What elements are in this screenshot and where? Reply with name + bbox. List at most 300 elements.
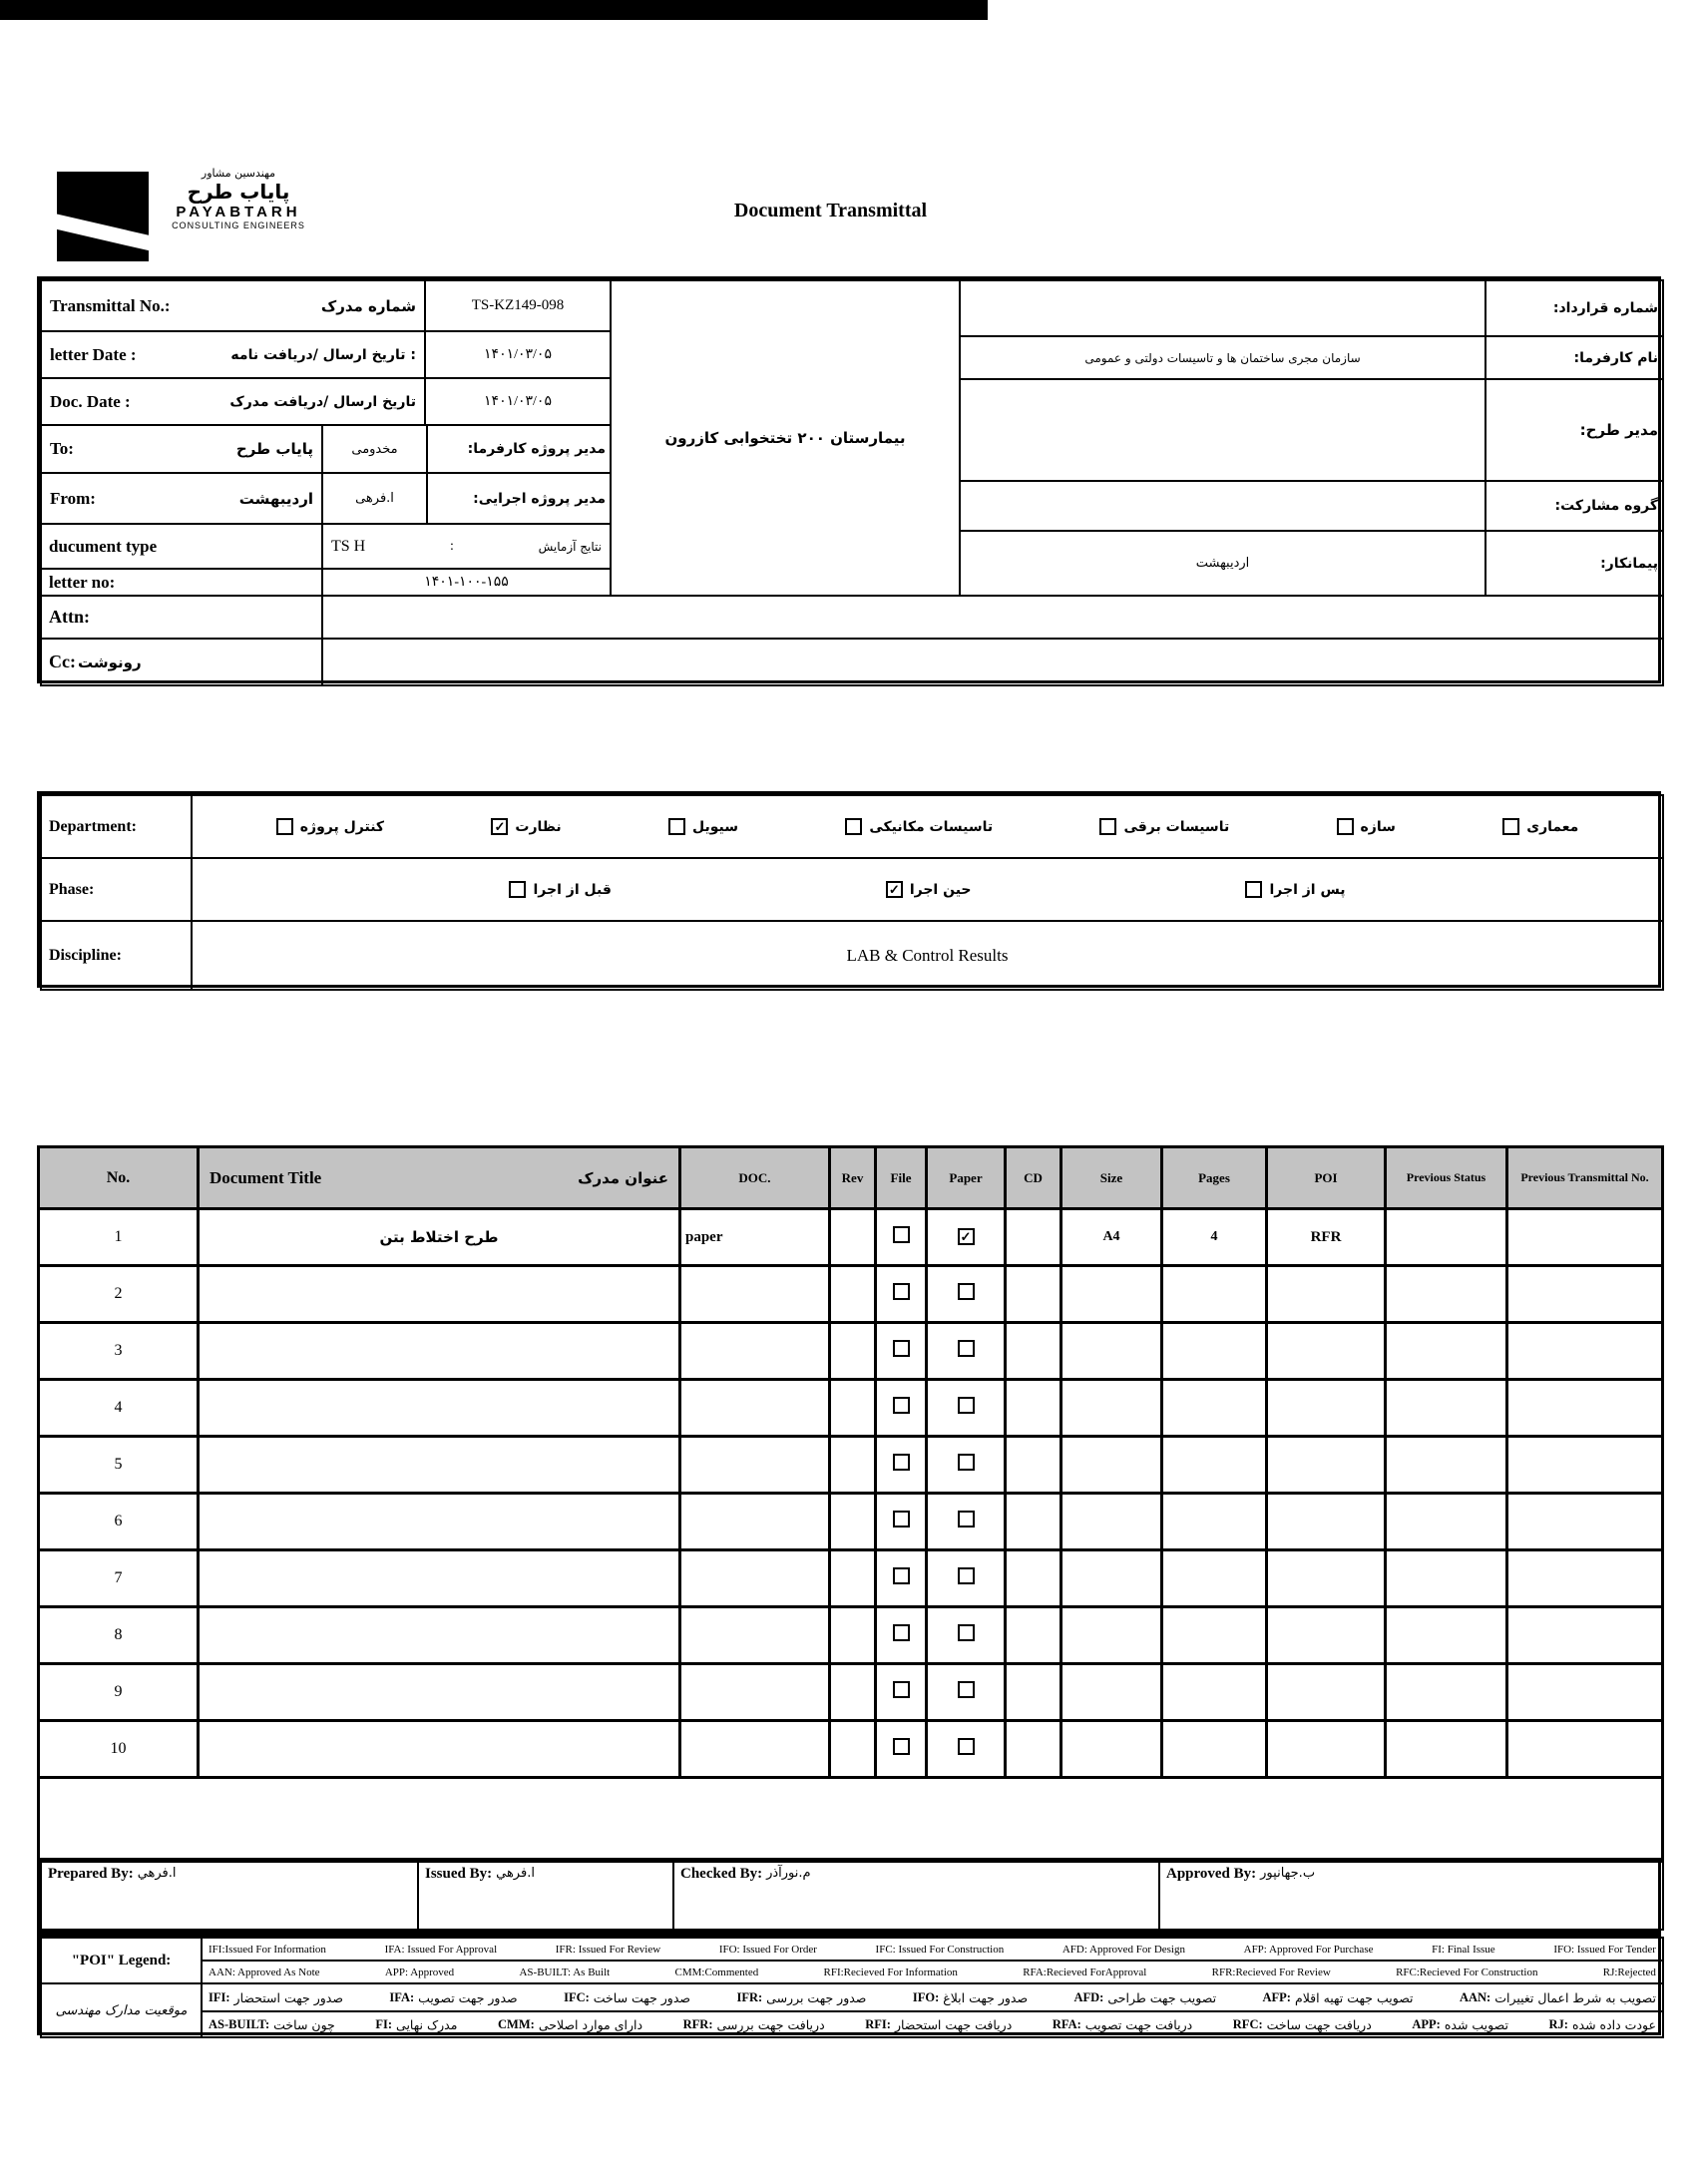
top-black-bar bbox=[0, 0, 988, 20]
transmittal-no-label-cell bbox=[40, 279, 426, 332]
doc-row-cd bbox=[1006, 1721, 1061, 1778]
legend-item-abbr: RFC: bbox=[1232, 2016, 1263, 2031]
poi-legend-en-line1 bbox=[201, 1937, 1664, 1962]
department-option bbox=[1099, 818, 1229, 835]
fa-legend-line1 bbox=[201, 1982, 1664, 2012]
contract-no-value bbox=[959, 279, 1486, 337]
doc-date-label-cell bbox=[40, 377, 426, 426]
doc-row-rev bbox=[830, 1494, 876, 1550]
doc-row-pages bbox=[1162, 1664, 1267, 1721]
doc-row-no: 6 bbox=[39, 1494, 199, 1550]
checked-by-cell bbox=[672, 1861, 1160, 1931]
department-checkbox[interactable] bbox=[276, 818, 293, 835]
doc-row-title bbox=[199, 1664, 680, 1721]
legend-item-abbr: RJ: bbox=[1548, 2016, 1568, 2031]
doc-row-doc: paper bbox=[680, 1209, 830, 1266]
logo-fa-tagline: مهندسین مشاور bbox=[201, 167, 276, 180]
doc-row-no: 5 bbox=[39, 1437, 199, 1494]
legend-item-text: صدور جهت استحضار bbox=[233, 1989, 343, 2005]
from-label: From: bbox=[50, 488, 96, 508]
legend-item bbox=[1233, 2017, 1372, 2032]
file-checkbox[interactable] bbox=[893, 1567, 910, 1584]
paper-checkbox[interactable] bbox=[958, 1283, 975, 1300]
legend-item: IFC: Issued For Construction bbox=[875, 1943, 1005, 1956]
exec-pm-label: مدیر پروژه اجرایی: bbox=[426, 472, 612, 525]
department-option-label: تاسیسات برقی bbox=[1123, 818, 1230, 835]
doc-row-file-cell bbox=[876, 1437, 927, 1494]
legend-item bbox=[564, 1990, 690, 2005]
phase-option-label: قبل از اجرا bbox=[533, 881, 612, 898]
attn-label: Attn: bbox=[40, 595, 323, 640]
empty-spanning-row bbox=[39, 1778, 1663, 1860]
legend-item-text: دارای موارد اصلاحی bbox=[538, 2016, 643, 2032]
doc-row-prev-status bbox=[1386, 1494, 1507, 1550]
prepared-by-value: ا.فرهي bbox=[137, 1866, 177, 1881]
doc-row-pages: 4 bbox=[1162, 1209, 1267, 1266]
doc-row-prev-transmittal bbox=[1507, 1209, 1663, 1266]
legend-item: RFA:Recieved ForApproval bbox=[1023, 1966, 1147, 1978]
doc-row-size bbox=[1061, 1607, 1162, 1664]
doc-row-rev bbox=[830, 1209, 876, 1266]
design-manager-value bbox=[959, 378, 1486, 482]
legend-item: AS-BUILT: As Built bbox=[519, 1966, 611, 1978]
cc-label-en: Cc: bbox=[49, 652, 76, 671]
doc-row-prev-status bbox=[1386, 1380, 1507, 1437]
doc-row-rev bbox=[830, 1664, 876, 1721]
cc-label-cell bbox=[40, 638, 323, 686]
doc-row-paper-cell bbox=[927, 1607, 1006, 1664]
doc-row-file-cell bbox=[876, 1664, 927, 1721]
doc-row-size bbox=[1061, 1266, 1162, 1323]
legend-item-abbr: FI: bbox=[375, 2016, 393, 2031]
file-checkbox[interactable] bbox=[893, 1624, 910, 1641]
doc-row-file-cell bbox=[876, 1323, 927, 1380]
doc-row-cd bbox=[1006, 1437, 1061, 1494]
document-row bbox=[39, 1266, 1663, 1323]
from-cell bbox=[40, 472, 323, 525]
legend-item: IFI:Issued For Information bbox=[209, 1943, 326, 1956]
doc-row-title bbox=[199, 1607, 680, 1664]
logo-fa-name: پایاب طرح bbox=[187, 179, 290, 204]
doc-row-cd bbox=[1006, 1607, 1061, 1664]
legend-item-text: صدور جهت ساخت bbox=[593, 1989, 691, 2005]
doc-row-poi bbox=[1267, 1607, 1386, 1664]
doc-row-prev-transmittal bbox=[1507, 1550, 1663, 1607]
department-checkbox[interactable] bbox=[1337, 818, 1354, 835]
legend-item: AFD: Approved For Design bbox=[1061, 1943, 1185, 1956]
phase-checkbox[interactable] bbox=[1245, 881, 1262, 898]
legend-item bbox=[913, 1990, 1028, 2005]
document-row bbox=[39, 1550, 1663, 1607]
project-name: بیمارستان ۲۰۰ تختخوابی کازرون bbox=[610, 279, 961, 597]
logo-en-subtitle: CONSULTING ENGINEERS bbox=[172, 219, 305, 230]
doc-row-rev bbox=[830, 1607, 876, 1664]
doc-row-paper-cell bbox=[927, 1494, 1006, 1550]
department-option-label: کنترل پروژه bbox=[299, 818, 385, 835]
legend-item: RJ:Rejected bbox=[1602, 1966, 1656, 1978]
client-name-label: نام کارفرما: bbox=[1484, 335, 1664, 380]
doc-row-title: طرح اختلاط بتن bbox=[199, 1209, 680, 1266]
col-header-cd: CD bbox=[1006, 1147, 1061, 1209]
doc-row-pages bbox=[1162, 1721, 1267, 1778]
doc-row-prev-status bbox=[1386, 1437, 1507, 1494]
legend-item: AAN: Approved As Note bbox=[209, 1966, 320, 1978]
doc-row-size bbox=[1061, 1494, 1162, 1550]
design-manager-label: مدیر طرح: bbox=[1484, 378, 1664, 482]
department-option-label: سیویل bbox=[692, 818, 739, 835]
doc-row-doc bbox=[680, 1323, 830, 1380]
col-header-prev-transmittal: Previous Transmittal No. bbox=[1507, 1147, 1663, 1209]
department-options bbox=[191, 794, 1664, 859]
doc-row-prev-transmittal bbox=[1507, 1266, 1663, 1323]
doc-row-rev bbox=[830, 1380, 876, 1437]
paper-checkbox[interactable] bbox=[958, 1567, 975, 1584]
legend-item-abbr: AS-BUILT: bbox=[209, 2016, 270, 2031]
doc-row-file-cell bbox=[876, 1721, 927, 1778]
legend-item bbox=[683, 2017, 825, 2032]
to-cell bbox=[40, 424, 323, 474]
legend-item bbox=[1460, 1990, 1656, 2005]
doc-row-pages bbox=[1162, 1550, 1267, 1607]
poi-legend-label: "POI" Legend: bbox=[40, 1937, 203, 1984]
doc-row-poi bbox=[1267, 1323, 1386, 1380]
paper-checkbox[interactable] bbox=[958, 1397, 975, 1414]
paper-checkbox[interactable] bbox=[958, 1624, 975, 1641]
doc-row-poi bbox=[1267, 1437, 1386, 1494]
issued-by-cell bbox=[417, 1861, 674, 1931]
doc-row-paper-cell bbox=[927, 1721, 1006, 1778]
legend-item: IFA: Issued For Approval bbox=[384, 1943, 498, 1956]
doc-row-title bbox=[199, 1437, 680, 1494]
phase-option-label: حین اجرا bbox=[909, 881, 972, 898]
to-person: مخدومی bbox=[321, 424, 428, 474]
legend-item-text: تصویب به شرط اعمال تغییرات bbox=[1494, 1989, 1656, 2005]
department-checkbox[interactable]: ✓ bbox=[491, 818, 508, 835]
phase-option bbox=[509, 881, 611, 898]
letter-date-label-cell bbox=[40, 330, 426, 379]
doc-row-file-cell bbox=[876, 1266, 927, 1323]
letter-date-value: ۱۴۰۱/۰۳/۰۵ bbox=[424, 330, 612, 379]
doc-row-title bbox=[199, 1323, 680, 1380]
legend-item bbox=[1053, 2017, 1192, 2032]
letter-date-label-fa: تاریخ ارسال /دریافت نامه : bbox=[230, 346, 416, 363]
file-checkbox[interactable] bbox=[893, 1738, 910, 1755]
doc-row-paper-cell bbox=[927, 1380, 1006, 1437]
doc-row-doc bbox=[680, 1380, 830, 1437]
legend-item: APP: Approved bbox=[384, 1966, 455, 1978]
doc-row-doc bbox=[680, 1664, 830, 1721]
doc-row-no: 4 bbox=[39, 1380, 199, 1437]
legend-item-abbr: IFC: bbox=[564, 1989, 590, 2004]
doc-row-poi bbox=[1267, 1721, 1386, 1778]
doc-row-doc bbox=[680, 1494, 830, 1550]
legend-item-abbr: AAN: bbox=[1459, 1989, 1491, 2004]
cc-label-fa: رونوشت bbox=[77, 653, 142, 671]
approved-by-cell bbox=[1158, 1861, 1664, 1931]
file-checkbox[interactable] bbox=[893, 1340, 910, 1357]
phase-option-label: پس از اجرا bbox=[1269, 881, 1346, 898]
doc-row-prev-status bbox=[1386, 1721, 1507, 1778]
paper-checkbox[interactable] bbox=[958, 1681, 975, 1698]
legend-item bbox=[1262, 1990, 1413, 2005]
legend-item: RFR:Recieved For Review bbox=[1211, 1966, 1331, 1978]
doc-row-size bbox=[1061, 1323, 1162, 1380]
department-checkbox[interactable] bbox=[845, 818, 862, 835]
doc-row-paper-cell bbox=[927, 1209, 1006, 1266]
prepared-by-cell bbox=[40, 1861, 419, 1931]
legend-item-text: صدور جهت بررسی bbox=[766, 1989, 867, 2005]
logo-en-name: PAYABTARH bbox=[176, 203, 301, 220]
department-checkbox[interactable] bbox=[1502, 818, 1519, 835]
doc-row-pages bbox=[1162, 1437, 1267, 1494]
doc-row-paper-cell bbox=[927, 1323, 1006, 1380]
department-option bbox=[491, 818, 561, 835]
legend-item-text: تصویب جهت طراحی bbox=[1107, 1989, 1217, 2005]
page-title: Document Transmittal bbox=[733, 200, 928, 221]
letter-no-value: ۱۴۰۱-۱۰۰-۱۵۵ bbox=[321, 568, 612, 597]
legend-item-text: دریافت جهت ساخت bbox=[1266, 2016, 1372, 2032]
doc-row-rev bbox=[830, 1721, 876, 1778]
doc-row-rev bbox=[830, 1437, 876, 1494]
doc-row-rev bbox=[830, 1323, 876, 1380]
doctype-label: ducument type bbox=[40, 523, 323, 570]
doc-row-prev-transmittal bbox=[1507, 1607, 1663, 1664]
file-checkbox[interactable] bbox=[893, 1226, 910, 1243]
transmittal-no-value: TS-KZ149-098 bbox=[424, 279, 612, 332]
legend-item bbox=[1412, 2017, 1508, 2032]
approved-by-value: ب.جهانپور bbox=[1260, 1866, 1316, 1881]
paper-checkbox[interactable] bbox=[958, 1738, 975, 1755]
legend-item-text: دریافت جهت تصویب bbox=[1084, 2016, 1193, 2032]
doc-row-no: 7 bbox=[39, 1550, 199, 1607]
legend-item-abbr: AFP: bbox=[1262, 1989, 1291, 2004]
legend-item-text: تصویب شده bbox=[1444, 2016, 1508, 2032]
legend-item-text: چون ساخت bbox=[273, 2016, 335, 2032]
doc-row-file-cell bbox=[876, 1607, 927, 1664]
legend-item: IFR: Issued For Review bbox=[555, 1943, 661, 1956]
col-header-title-en: Document Title bbox=[210, 1167, 322, 1187]
legend-item: IFO: Issued For Tender bbox=[1553, 1943, 1656, 1956]
attn-value bbox=[321, 595, 1664, 640]
doc-row-paper-cell bbox=[927, 1550, 1006, 1607]
col-header-file: File bbox=[876, 1147, 927, 1209]
legend-item-text: عودت داده شده bbox=[1571, 2016, 1656, 2032]
doc-row-title bbox=[199, 1494, 680, 1550]
doc-row-poi bbox=[1267, 1380, 1386, 1437]
document-row bbox=[39, 1380, 1663, 1437]
doc-row-prev-transmittal bbox=[1507, 1494, 1663, 1550]
doc-row-size bbox=[1061, 1550, 1162, 1607]
doc-row-title bbox=[199, 1266, 680, 1323]
legend-item bbox=[736, 1990, 866, 2005]
doc-row-cd bbox=[1006, 1266, 1061, 1323]
legend-item bbox=[865, 2017, 1012, 2032]
approved-by-label: Approved By: bbox=[1166, 1866, 1257, 1882]
legend-item bbox=[209, 2017, 335, 2032]
doc-row-prev-status bbox=[1386, 1323, 1507, 1380]
paper-checkbox[interactable] bbox=[958, 1454, 975, 1471]
doc-row-prev-transmittal bbox=[1507, 1721, 1663, 1778]
document-row bbox=[39, 1664, 1663, 1721]
legend-item-abbr: IFI: bbox=[209, 1989, 230, 2004]
doc-row-size: A4 bbox=[1061, 1209, 1162, 1266]
doc-row-cd bbox=[1006, 1664, 1061, 1721]
fa-legend-label: موقعیت مدارک مهندسی bbox=[40, 1982, 203, 2038]
doc-row-no: 1 bbox=[39, 1209, 199, 1266]
to-value: پایاب طرح bbox=[235, 440, 313, 458]
legend-item-text: دریافت جهت بررسی bbox=[716, 2016, 825, 2032]
doc-row-prev-status bbox=[1386, 1266, 1507, 1323]
department-option bbox=[668, 818, 738, 835]
department-option-label: سازه bbox=[1360, 818, 1396, 835]
contractor-value: اردیبهشت bbox=[959, 530, 1486, 597]
doc-row-doc bbox=[680, 1607, 830, 1664]
department-checkbox[interactable] bbox=[1099, 818, 1116, 835]
issued-by-value: ا.فرهي bbox=[496, 1866, 535, 1881]
doc-row-cd bbox=[1006, 1323, 1061, 1380]
file-checkbox[interactable] bbox=[893, 1511, 910, 1528]
col-header-size: Size bbox=[1061, 1147, 1162, 1209]
doctype-value-fa: نتایج آزمایش bbox=[538, 539, 602, 554]
legend-item-abbr: IFO: bbox=[912, 1989, 940, 2004]
doc-row-poi bbox=[1267, 1266, 1386, 1323]
legend-item-abbr: CMM: bbox=[498, 2016, 535, 2031]
cc-value bbox=[321, 638, 1664, 686]
legend-item bbox=[1549, 2017, 1656, 2032]
legend-item bbox=[389, 1990, 517, 2005]
doc-row-size bbox=[1061, 1721, 1162, 1778]
contract-no-label: شماره قرارداد: bbox=[1484, 279, 1664, 337]
doctype-value: TS H bbox=[331, 537, 366, 555]
doctype-colon: : bbox=[449, 538, 454, 554]
department-option bbox=[1502, 818, 1578, 835]
discipline-value: LAB & Control Results bbox=[191, 920, 1664, 991]
phase-option bbox=[1245, 881, 1345, 898]
doc-row-pages bbox=[1162, 1494, 1267, 1550]
col-header-paper: Paper bbox=[927, 1147, 1006, 1209]
contractor-label: پیمانکار: bbox=[1484, 530, 1664, 597]
legend-item-abbr: RFI: bbox=[865, 2016, 891, 2031]
doc-row-poi bbox=[1267, 1550, 1386, 1607]
doc-row-paper-cell bbox=[927, 1437, 1006, 1494]
document-row bbox=[39, 1209, 1663, 1266]
doc-row-doc bbox=[680, 1550, 830, 1607]
file-checkbox[interactable] bbox=[893, 1454, 910, 1471]
legend-item: RFC:Recieved For Construction bbox=[1396, 1966, 1538, 1978]
phase-options bbox=[191, 857, 1664, 922]
doc-row-pages bbox=[1162, 1323, 1267, 1380]
doc-row-title bbox=[199, 1380, 680, 1437]
doc-row-pages bbox=[1162, 1380, 1267, 1437]
legend-item: RFI:Recieved For Information bbox=[823, 1966, 958, 1978]
client-name-value: سازمان مجری ساختمان ها و تاسیسات دولتی و عمومی bbox=[959, 335, 1486, 380]
doc-row-pages bbox=[1162, 1607, 1267, 1664]
document-row bbox=[39, 1437, 1663, 1494]
to-label: To: bbox=[50, 439, 74, 458]
department-checkbox[interactable] bbox=[668, 818, 685, 835]
doc-row-size bbox=[1061, 1664, 1162, 1721]
transmittal-no-label-en: Transmittal No.: bbox=[50, 295, 171, 315]
legend-item bbox=[498, 2017, 642, 2032]
jv-group-label: گروه مشارکت: bbox=[1484, 480, 1664, 532]
department-option-label: معماری bbox=[1526, 818, 1579, 835]
doc-row-prev-transmittal bbox=[1507, 1664, 1663, 1721]
header-info-table bbox=[37, 276, 1661, 683]
legend-item-text: مدرک نهایی bbox=[396, 2016, 458, 2032]
doc-row-doc bbox=[680, 1721, 830, 1778]
document-list-table bbox=[37, 1145, 1664, 1861]
doc-row-file-cell bbox=[876, 1550, 927, 1607]
col-header-doc: DOC. bbox=[680, 1147, 830, 1209]
document-row bbox=[39, 1494, 1663, 1550]
fa-legend-line2 bbox=[201, 2010, 1664, 2038]
doc-row-prev-status bbox=[1386, 1209, 1507, 1266]
doc-row-no: 9 bbox=[39, 1664, 199, 1721]
paper-checkbox[interactable] bbox=[958, 1511, 975, 1528]
legend-item: IFO: Issued For Order bbox=[718, 1943, 817, 1956]
doc-row-prev-status bbox=[1386, 1607, 1507, 1664]
legend-item-abbr: IFR: bbox=[736, 1989, 763, 2004]
legend-table bbox=[37, 1934, 1661, 2035]
doc-row-poi bbox=[1267, 1494, 1386, 1550]
doc-row-file-cell bbox=[876, 1380, 927, 1437]
client-pm-label: مدیر پروژه کارفرما: bbox=[426, 424, 612, 474]
col-header-pages: Pages bbox=[1162, 1147, 1267, 1209]
transmittal-no-label-fa: شماره مدرک bbox=[320, 296, 416, 315]
phase-checkbox[interactable] bbox=[509, 881, 526, 898]
doc-row-doc bbox=[680, 1437, 830, 1494]
paper-checkbox[interactable]: ✓ bbox=[958, 1228, 975, 1245]
doctype-value-cell bbox=[321, 523, 612, 570]
file-checkbox[interactable] bbox=[893, 1681, 910, 1698]
doc-row-doc bbox=[680, 1266, 830, 1323]
file-checkbox[interactable] bbox=[893, 1283, 910, 1300]
doc-row-cd bbox=[1006, 1380, 1061, 1437]
paper-checkbox[interactable] bbox=[958, 1340, 975, 1357]
doc-row-size bbox=[1061, 1437, 1162, 1494]
checked-by-value: م.نورآذر bbox=[766, 1866, 811, 1881]
doc-row-cd bbox=[1006, 1550, 1061, 1607]
classification-table bbox=[37, 791, 1661, 988]
doc-row-pages bbox=[1162, 1266, 1267, 1323]
file-checkbox[interactable] bbox=[893, 1397, 910, 1414]
doc-row-prev-transmittal bbox=[1507, 1323, 1663, 1380]
legend-item: AFP: Approved For Purchase bbox=[1243, 1943, 1374, 1956]
doc-row-no: 3 bbox=[39, 1323, 199, 1380]
col-header-no: No. bbox=[39, 1147, 199, 1209]
col-header-poi: POI bbox=[1267, 1147, 1386, 1209]
doc-row-no: 8 bbox=[39, 1607, 199, 1664]
phase-option bbox=[886, 881, 972, 898]
department-option-label: تاسیسات مکانیکی bbox=[869, 818, 994, 835]
doc-row-prev-transmittal bbox=[1507, 1380, 1663, 1437]
phase-checkbox[interactable]: ✓ bbox=[886, 881, 903, 898]
legend-item-abbr: APP: bbox=[1412, 2016, 1441, 2031]
doc-row-title bbox=[199, 1550, 680, 1607]
doc-date-value: ۱۴۰۱/۰۳/۰۵ bbox=[424, 377, 612, 426]
document-row bbox=[39, 1721, 1663, 1778]
letter-date-label-en: letter Date : bbox=[50, 344, 137, 364]
department-option-label: نظارت bbox=[515, 818, 562, 835]
doc-row-prev-status bbox=[1386, 1664, 1507, 1721]
doc-row-file-cell bbox=[876, 1209, 927, 1266]
letter-no-label: letter no: bbox=[40, 568, 323, 597]
legend-item-text: صدور جهت تصویب bbox=[418, 1989, 518, 2005]
legend-item-abbr: RFA: bbox=[1052, 2016, 1081, 2031]
doc-row-no: 2 bbox=[39, 1266, 199, 1323]
phase-label: Phase: bbox=[40, 857, 193, 922]
doc-row-prev-transmittal bbox=[1507, 1437, 1663, 1494]
